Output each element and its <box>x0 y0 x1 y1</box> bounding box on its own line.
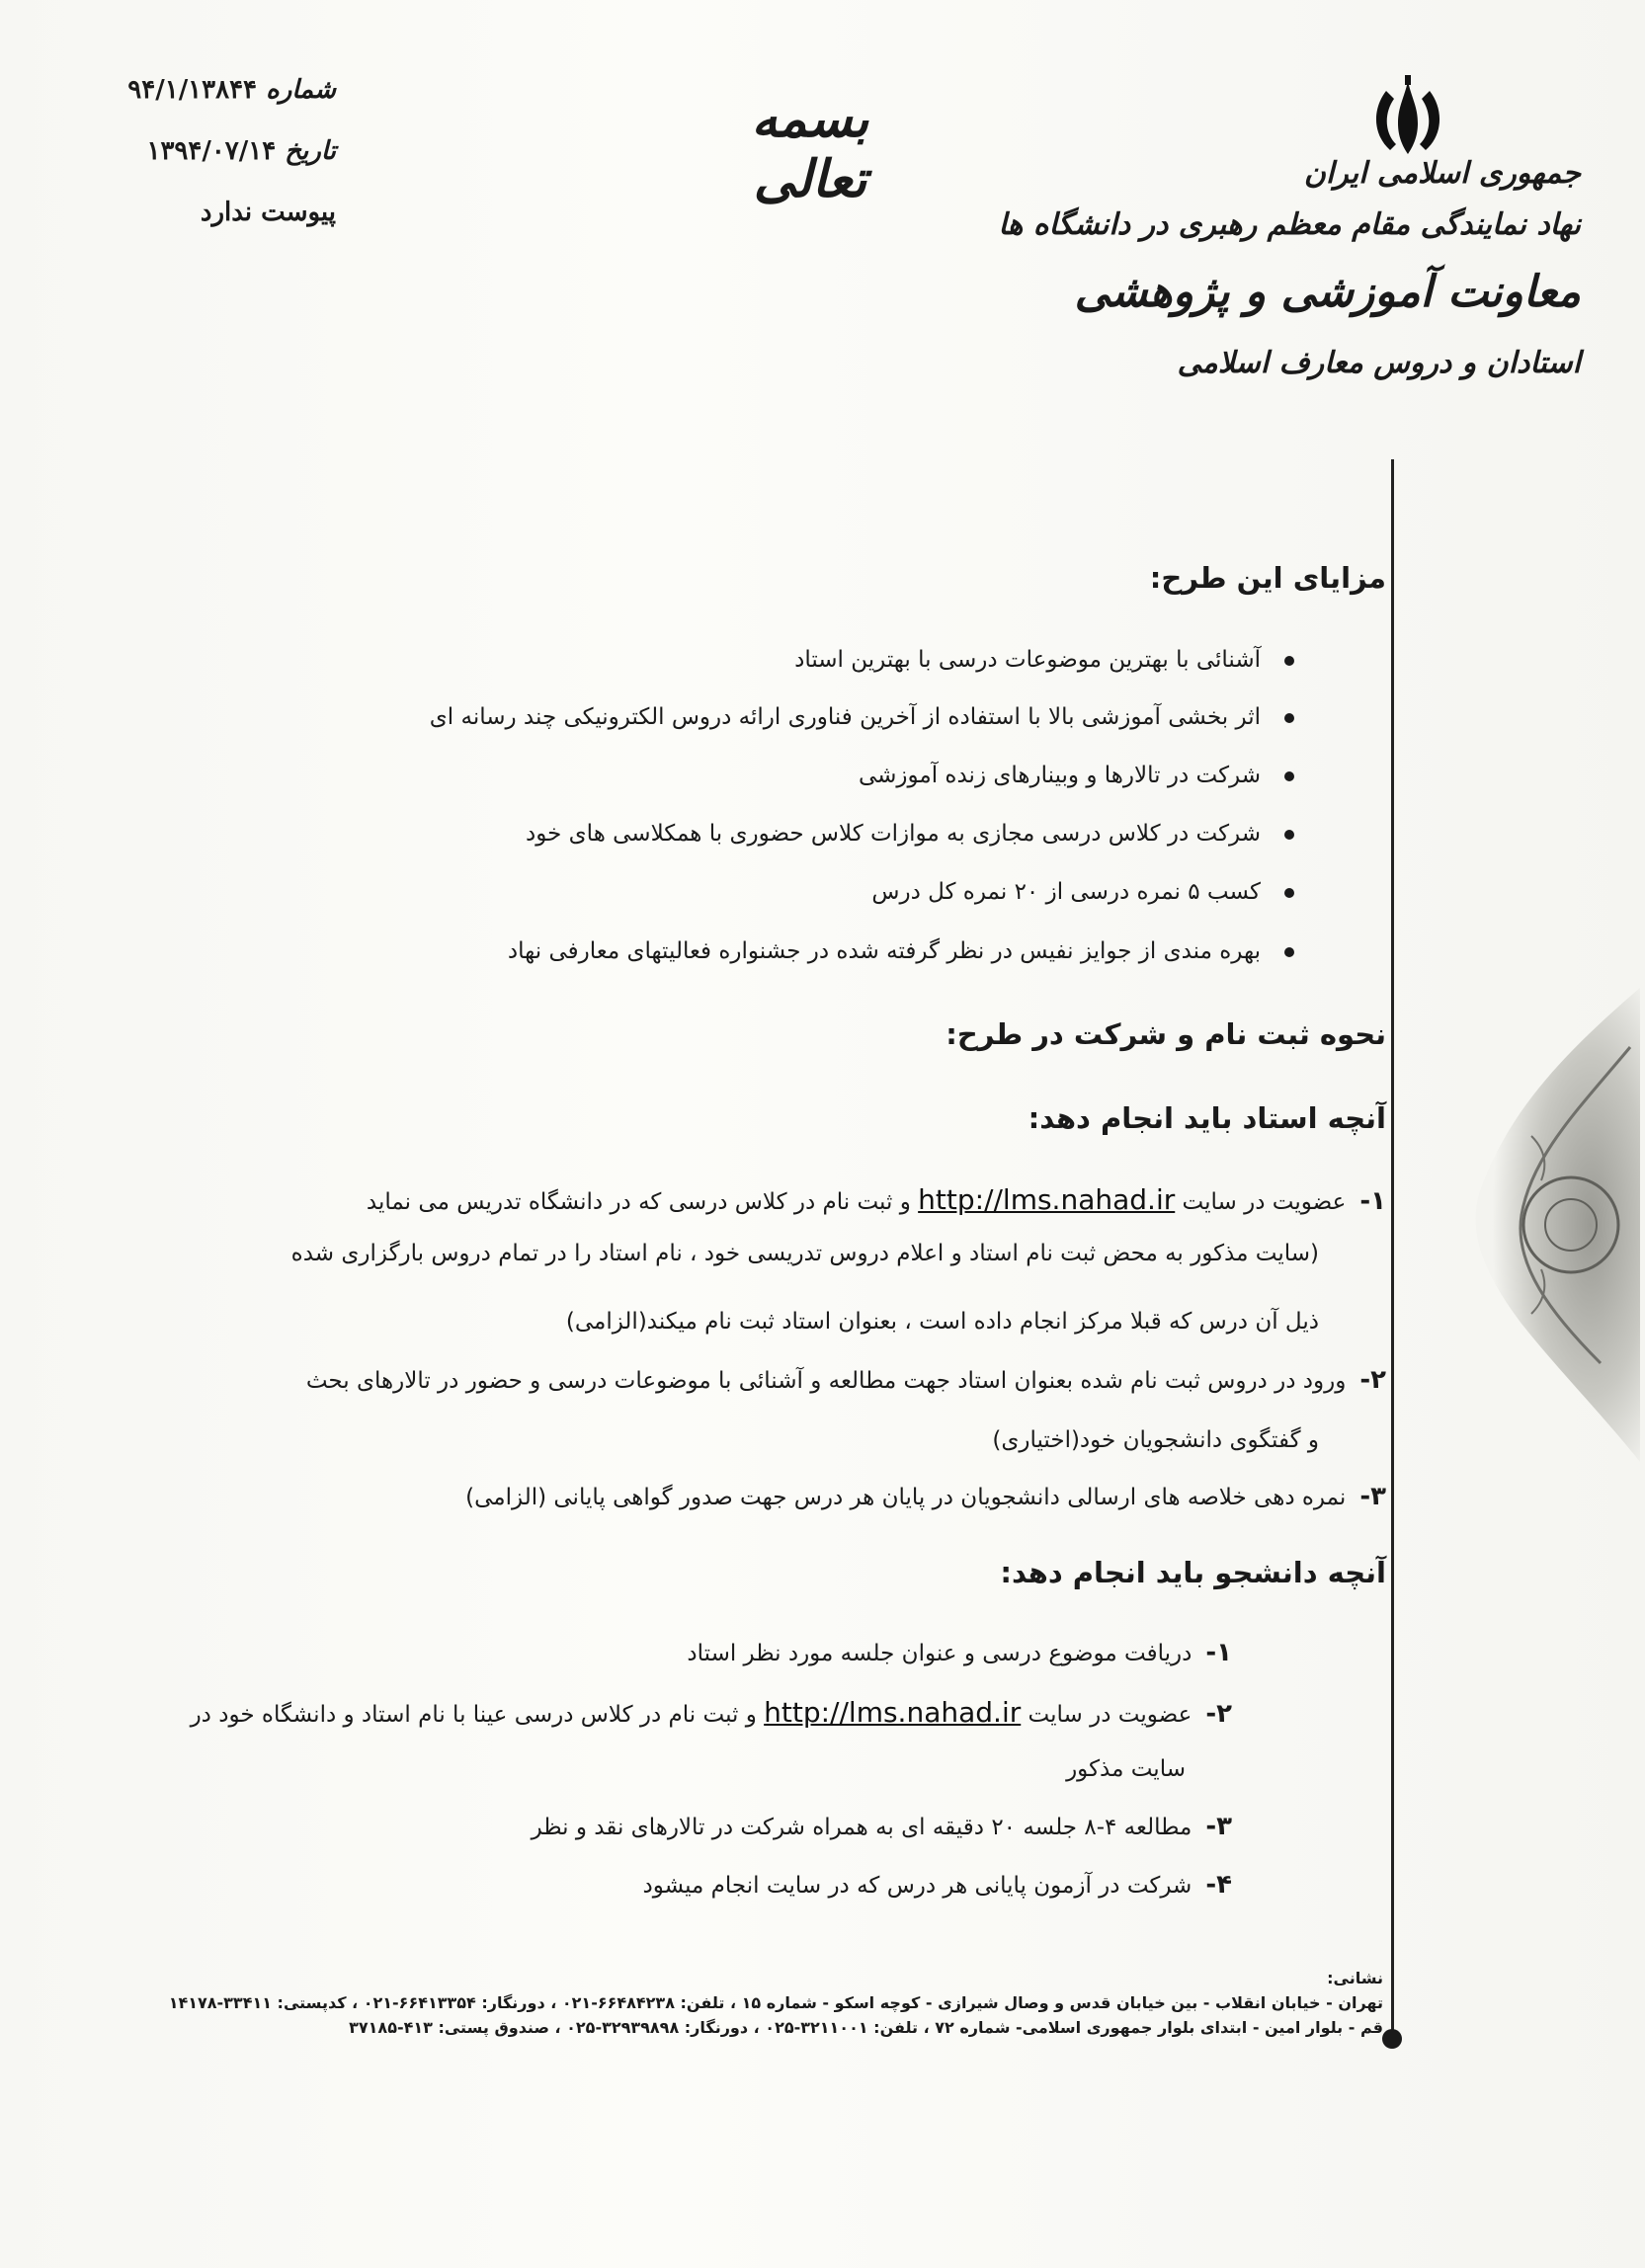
benefit-text: بهره مندی از جوایز نفیس در نظر گرفته شده در جشنواره فعالیتهای معارفی نهاد <box>507 938 1261 964</box>
item-text: و ثبت نام در کلاس درسی عینا با نام استاد و دانشگاه خود در <box>190 1702 757 1728</box>
teacher-item-3 <box>465 1482 1386 1511</box>
teacher-item-1-line-3: ذیل آن درس که قبلا مرکز انجام داده است ، بعنوان استاد ثبت نام میکند(الزامی) <box>565 1309 1319 1335</box>
bullet-icon <box>1284 888 1294 898</box>
letter-attachment: پیوست ندارد <box>200 198 336 227</box>
bullet-icon <box>1284 830 1294 840</box>
benefit-item <box>859 763 1294 788</box>
item-text: نمره دهی خلاصه های ارسالی دانشجویان در پایان هر درس جهت صدور گواهی پایانی (الزامی) <box>465 1485 1347 1510</box>
student-item-1 <box>687 1638 1232 1667</box>
benefit-item <box>508 938 1294 964</box>
item-number: ۴- <box>1205 1870 1232 1900</box>
office-name: استادان و دروس معارف اسلامی <box>1177 346 1581 380</box>
benefit-text: کسب ۵ نمره درسی از ۲۰ نمره کل درس <box>871 879 1261 905</box>
letter-date-value: ۱۳۹۴/۰۷/۱۴ <box>146 136 277 166</box>
teacher-item-2 <box>306 1365 1386 1395</box>
margin-rule-dot <box>1382 2029 1402 2049</box>
item-text: مطالعه ۴-۸ جلسه ۲۰ دقیقه ای به همراه شرکت در تالارهای نقد و نظر <box>531 1815 1193 1840</box>
footer-tehran-address: تهران - خیابان انقلاب - بین خیابان قدس و وصال شیرازی - کوچه اسکو - شماره ۱۵ ، تلفن: ۶۶۴۸۴۲۳۸-۰۲۱ ، دورنگار: ۶۶۴۱۳۳۵۴-۰۲۱ ، کدپستی: ۳۳۴۱۱-۱۴۱۷۸ <box>168 1993 1383 2012</box>
lms-link[interactable]: http://lms.nahad.ir <box>764 1696 1022 1729</box>
department-name: معاونت آموزشی و پژوهشی <box>1074 267 1581 317</box>
item-text: عضویت در سایت <box>1182 1189 1347 1215</box>
teacher-item-1 <box>367 1183 1386 1216</box>
item-text: ورود در دروس ثبت نام شده بعنوان استاد جهت مطالعه و آشنائی با موضوعات درسی و حضور در تالارهای بحث <box>305 1368 1347 1394</box>
benefit-item <box>430 704 1294 730</box>
item-text: شرکت در آزمون پایانی هر درس که در سایت انجام میشود <box>642 1873 1193 1899</box>
benefit-text: اثر بخشی آموزشی بالا با استفاده از آخرین فناوری ارائه دروس الکترونیکی چند رسانه ای <box>429 704 1261 730</box>
bullet-icon <box>1284 947 1294 957</box>
item-number: ۱- <box>1205 1638 1232 1667</box>
country-name: جمهوری اسلامی ایران <box>1303 156 1581 191</box>
benefit-text: آشنائی با بهترین موضوعات درسی با بهترین استاد <box>794 647 1261 673</box>
letter-number <box>127 59 336 121</box>
letter-number-label: شماره <box>266 75 336 105</box>
organization-header <box>998 148 1581 393</box>
item-text: دریافت موضوع درسی و عنوان جلسه مورد نظر استاد <box>687 1641 1193 1666</box>
ornament-decoration <box>1403 988 1640 1462</box>
benefit-item <box>794 647 1294 673</box>
benefit-text: شرکت در تالارها و وبینارهای زنده آموزشی <box>858 763 1261 788</box>
benefit-text: شرکت در کلاس درسی مجازی به موازات کلاس حضوری با همکلاسی های خود <box>526 821 1261 847</box>
student-item-2 <box>191 1696 1232 1729</box>
bullet-icon <box>1284 656 1294 666</box>
registration-heading: نحوه ثبت نام و شرکت در طرح: <box>946 1017 1386 1051</box>
item-text: عضویت در سایت <box>1028 1702 1193 1728</box>
lms-link[interactable]: http://lms.nahad.ir <box>918 1183 1176 1216</box>
letter-meta <box>127 59 336 243</box>
item-number: ۳- <box>1205 1812 1232 1841</box>
item-number: ۱- <box>1359 1186 1386 1216</box>
invocation: بسمه تعالی <box>751 89 869 209</box>
teacher-item-2-line-2: و گفتگوی دانشجویان خود(اختیاری) <box>992 1427 1319 1453</box>
footer-label: نشانی: <box>1327 1969 1383 1987</box>
student-item-4 <box>642 1870 1232 1900</box>
item-text: و ثبت نام در کلاس درسی که در دانشگاه تدریس می نماید <box>366 1189 911 1215</box>
teacher-heading: آنچه استاد باید انجام دهد: <box>1028 1101 1386 1135</box>
letter-date <box>138 121 336 182</box>
benefit-item <box>871 879 1294 905</box>
letter-number-value: ۹۴/۱/۱۳۸۴۴ <box>127 75 258 105</box>
item-number: ۲- <box>1359 1365 1386 1395</box>
margin-rule <box>1391 459 1394 2040</box>
item-number: ۳- <box>1359 1482 1386 1511</box>
bullet-icon <box>1284 771 1294 781</box>
student-heading: آنچه دانشجو باید انجام دهد: <box>1000 1556 1386 1589</box>
student-item-3 <box>532 1812 1232 1841</box>
benefits-heading: مزایای این طرح: <box>1149 561 1386 595</box>
bullet-icon <box>1284 713 1294 723</box>
org-name: نهاد نمایندگی مقام معظم رهبری در دانشگاه ها <box>998 207 1581 242</box>
footer-address <box>109 1966 1383 2040</box>
teacher-item-1-line-2: (سایت مذکور به محض ثبت نام استاد و اعلام دروس تدریسی خود ، نام استاد را در تمام دروس بارگزاری شده <box>290 1241 1319 1266</box>
footer-qom-address: قم - بلوار امین - ابتدای بلوار جمهوری اسلامی- شماره ۷۲ ، تلفن: ۳۲۱۱۰۰۱-۰۲۵ ، دورنگار: ۳۲۹۳۹۸۹۸-۰۲۵ ، صندوق پستی: ۴۱۳-۳۷۱۸۵ <box>349 2018 1383 2037</box>
item-number: ۲- <box>1205 1699 1232 1729</box>
benefit-item <box>526 821 1294 847</box>
student-item-2-line-2: سایت مذکور <box>1066 1756 1186 1782</box>
letter-date-label: تاریخ <box>285 136 336 166</box>
